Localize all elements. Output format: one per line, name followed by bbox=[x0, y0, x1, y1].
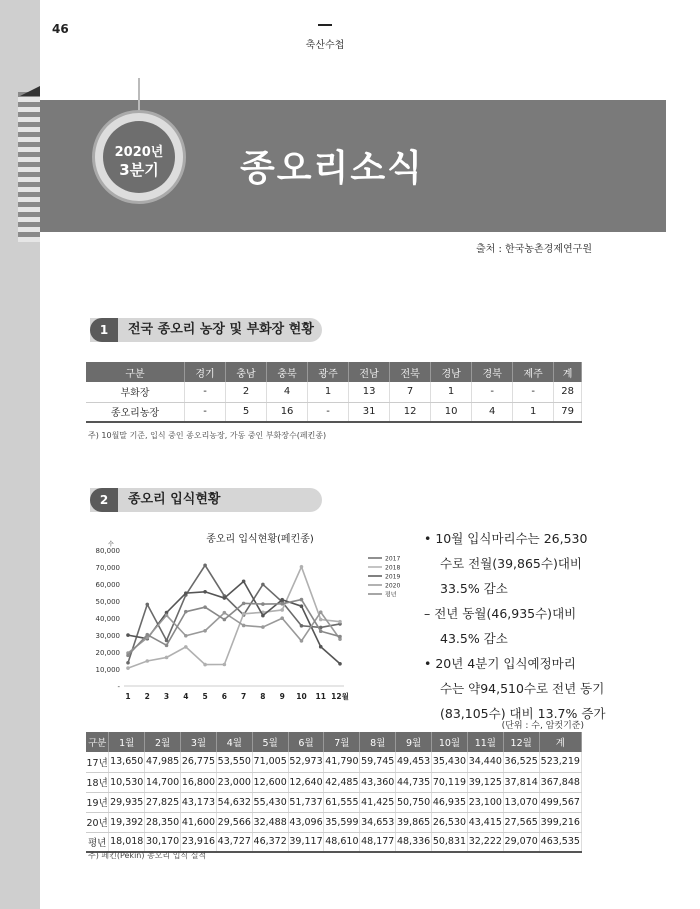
table-cell: - bbox=[513, 382, 554, 402]
series-point bbox=[242, 580, 246, 584]
table-cell: 19,392 bbox=[109, 812, 145, 832]
series-point bbox=[338, 620, 342, 624]
section2-number: 2 bbox=[90, 488, 118, 512]
table-header-cell: 충북 bbox=[267, 362, 308, 382]
table-row bbox=[86, 832, 582, 852]
series-point bbox=[223, 611, 227, 615]
unit-label: (단위 : 수, 암컷기준) bbox=[501, 721, 584, 731]
series-point bbox=[319, 645, 323, 649]
table-header-cell: 광주 bbox=[308, 362, 349, 382]
table-cell: 523,219 bbox=[539, 752, 581, 772]
table-cell: 35,599 bbox=[324, 812, 360, 832]
table-cell: 31 bbox=[349, 402, 390, 422]
table-cell: 53,550 bbox=[216, 752, 252, 772]
table-cell: 39,117 bbox=[288, 832, 324, 852]
table-cell: 10 bbox=[431, 402, 472, 422]
quarter-badge bbox=[92, 110, 186, 204]
table-cell: 23,000 bbox=[216, 772, 252, 792]
chart-title: 종오리 입식현황(페킨종) bbox=[206, 534, 314, 545]
x-tick-label: 9 bbox=[279, 692, 285, 701]
table-cell: 43,415 bbox=[467, 812, 503, 832]
table2-note: 주) 페킨(Pekin) 종오리 입식 실적 bbox=[88, 851, 207, 860]
page-title: 종오리소식 bbox=[240, 148, 424, 189]
table-cell: 28,350 bbox=[145, 812, 181, 832]
stocking-line-chart bbox=[82, 540, 412, 710]
table-cell: 59,745 bbox=[360, 752, 396, 772]
table-cell: 43,096 bbox=[288, 812, 324, 832]
table-cell: 48,336 bbox=[396, 832, 432, 852]
table-cell: 16 bbox=[267, 402, 308, 422]
bullet-line: • 10월 입식마리수는 26,530 bbox=[424, 531, 588, 546]
series-point bbox=[203, 590, 207, 594]
series-point bbox=[203, 563, 207, 567]
table-header-row bbox=[86, 362, 582, 382]
table-cell: 23,916 bbox=[181, 832, 217, 852]
x-tick-label: 1 bbox=[125, 692, 131, 701]
table-cell: 37,814 bbox=[503, 772, 539, 792]
table-cell: 23,100 bbox=[467, 792, 503, 812]
table-cell: 41,425 bbox=[360, 792, 396, 812]
table-cell: 13,070 bbox=[503, 792, 539, 812]
table-row bbox=[86, 772, 582, 792]
y-tick-label: 20,000 bbox=[95, 649, 120, 657]
series-point bbox=[184, 645, 188, 649]
table-cell: 30,170 bbox=[145, 832, 181, 852]
y-tick-label: 50,000 bbox=[95, 598, 120, 606]
table1-note: 주) 10월말 기준, 입식 중인 종오리농장, 가동 중인 부화장수(페킨종) bbox=[88, 431, 327, 440]
series-point bbox=[145, 603, 149, 607]
x-tick-label: 7 bbox=[241, 692, 247, 701]
table-header-cell: 구분 bbox=[86, 732, 109, 752]
table-header-cell: 제주 bbox=[513, 362, 554, 382]
table-row bbox=[86, 792, 582, 812]
table-cell: 36,525 bbox=[503, 752, 539, 772]
table-header-cell: 6월 bbox=[288, 732, 324, 752]
table-cell: 50,831 bbox=[432, 832, 468, 852]
table-cell: 12,600 bbox=[252, 772, 288, 792]
table-cell: 50,750 bbox=[396, 792, 432, 812]
table-header-cell: 계 bbox=[554, 362, 582, 382]
series-point bbox=[280, 602, 284, 606]
table-cell: 29,935 bbox=[109, 792, 145, 812]
table-header-cell: 8월 bbox=[360, 732, 396, 752]
x-tick-label: 10 bbox=[296, 692, 307, 701]
table-cell: 16,800 bbox=[181, 772, 217, 792]
header-title: 축산수첩 bbox=[305, 40, 345, 51]
series-line-2017 bbox=[128, 565, 340, 663]
table-row bbox=[86, 402, 582, 422]
table-row bbox=[86, 812, 582, 832]
series-point bbox=[145, 633, 149, 637]
table-cell: 4 bbox=[472, 402, 513, 422]
table-cell: 367,848 bbox=[539, 772, 581, 792]
y-tick-label: 60,000 bbox=[95, 581, 120, 589]
series-point bbox=[126, 666, 130, 670]
legend-label: 2019 bbox=[385, 573, 401, 581]
table-cell: 61,555 bbox=[324, 792, 360, 812]
table-cell: 1 bbox=[308, 382, 349, 402]
series-point bbox=[261, 625, 265, 629]
series-point bbox=[261, 614, 265, 618]
series-point bbox=[223, 663, 227, 667]
bullet-line: 수는 약94,510수로 전년 동기 bbox=[440, 681, 605, 696]
series-point bbox=[242, 612, 246, 616]
series-point bbox=[300, 604, 304, 608]
x-tick-label: 4 bbox=[183, 692, 189, 701]
table-header-row bbox=[86, 732, 582, 752]
table-cell: 부화장 bbox=[86, 382, 185, 402]
page-number: 46 bbox=[52, 22, 69, 36]
series-point bbox=[300, 598, 304, 602]
table-cell: 13,650 bbox=[109, 752, 145, 772]
table-cell: - bbox=[472, 382, 513, 402]
x-tick-label: 12월 bbox=[331, 692, 349, 701]
table-cell: 28 bbox=[554, 382, 582, 402]
series-point bbox=[126, 654, 130, 658]
x-tick-label: 11 bbox=[315, 692, 326, 701]
table-cell: 32,488 bbox=[252, 812, 288, 832]
table-cell: 52,973 bbox=[288, 752, 324, 772]
series-point bbox=[184, 634, 188, 638]
series-point bbox=[300, 639, 304, 643]
table-header-cell: 경기 bbox=[185, 362, 226, 382]
legend-label: 2017 bbox=[385, 555, 401, 563]
table-cell: 18년 bbox=[86, 772, 109, 792]
table-cell: 4 bbox=[267, 382, 308, 402]
table-cell: - bbox=[185, 402, 226, 422]
table-cell: 종오리농장 bbox=[86, 402, 185, 422]
y-axis-label: 수 bbox=[108, 541, 114, 548]
table-cell: 463,535 bbox=[539, 832, 581, 852]
y-tick-label: 70,000 bbox=[95, 564, 120, 572]
bullet-line: 33.5% 감소 bbox=[440, 581, 508, 596]
table-cell: 1 bbox=[431, 382, 472, 402]
table-cell: 평년 bbox=[86, 832, 109, 852]
series-point bbox=[280, 608, 284, 612]
x-tick-label: 2 bbox=[144, 692, 150, 701]
table-cell: 399,216 bbox=[539, 812, 581, 832]
legend-label: 2018 bbox=[385, 564, 401, 572]
y-tick-label: 80,000 bbox=[95, 547, 120, 555]
series-point bbox=[242, 624, 246, 628]
y-tick-label: 10,000 bbox=[95, 666, 120, 674]
summary-bullets bbox=[424, 526, 606, 726]
table-header-cell: 7월 bbox=[324, 732, 360, 752]
header-mark bbox=[318, 24, 332, 26]
table-cell: 12,640 bbox=[288, 772, 324, 792]
table-cell: - bbox=[185, 382, 226, 402]
table-cell: 46,372 bbox=[252, 832, 288, 852]
table-header-cell: 1월 bbox=[109, 732, 145, 752]
series-point bbox=[338, 662, 342, 666]
source-credit: 출처 : 한국농촌경제연구원 bbox=[476, 244, 592, 255]
x-tick-label: 3 bbox=[163, 692, 170, 701]
x-tick-label: 8 bbox=[260, 692, 266, 701]
series-point bbox=[300, 565, 304, 569]
table-cell: 46,935 bbox=[432, 792, 468, 812]
series-point bbox=[261, 583, 265, 587]
y-tick-label: 30,000 bbox=[95, 632, 120, 640]
table-cell: 34,440 bbox=[467, 752, 503, 772]
table-cell: 17년 bbox=[86, 752, 109, 772]
table-row bbox=[86, 752, 582, 772]
table-header-cell: 3월 bbox=[181, 732, 217, 752]
section2-title: 종오리 입식현황 bbox=[128, 492, 221, 507]
table-cell: 29,566 bbox=[216, 812, 252, 832]
series-point bbox=[203, 663, 207, 667]
table-cell: 7 bbox=[390, 382, 431, 402]
table-cell: 20년 bbox=[86, 812, 109, 832]
table-cell: 48,177 bbox=[360, 832, 396, 852]
table-cell: 499,567 bbox=[539, 792, 581, 812]
section1-header bbox=[90, 318, 322, 342]
legend-label: 2020 bbox=[385, 582, 401, 590]
table-cell: 79 bbox=[554, 402, 582, 422]
series-point bbox=[126, 633, 130, 637]
series-point bbox=[165, 644, 169, 648]
table-cell: 41,600 bbox=[181, 812, 217, 832]
table-header-cell: 10월 bbox=[432, 732, 468, 752]
series-point bbox=[145, 659, 149, 663]
table-cell: 18,018 bbox=[109, 832, 145, 852]
series-line-2018 bbox=[128, 567, 340, 668]
table-header-cell: 12월 bbox=[503, 732, 539, 752]
table-cell: 19년 bbox=[86, 792, 109, 812]
table-cell: 2 bbox=[226, 382, 267, 402]
table-cell: 5 bbox=[226, 402, 267, 422]
bullet-line: 43.5% 감소 bbox=[440, 631, 508, 646]
x-tick-label: 6 bbox=[221, 692, 227, 701]
table-header-cell: 경북 bbox=[472, 362, 513, 382]
table-header-cell: 4월 bbox=[216, 732, 252, 752]
table-header-cell: 계 bbox=[539, 732, 581, 752]
series-point bbox=[203, 629, 207, 633]
table-cell: 54,632 bbox=[216, 792, 252, 812]
table-cell: 55,430 bbox=[252, 792, 288, 812]
x-tick-label: 5 bbox=[202, 692, 208, 701]
series-point bbox=[184, 591, 188, 595]
series-point bbox=[319, 618, 323, 622]
table-cell: 39,125 bbox=[467, 772, 503, 792]
y-tick-label: - bbox=[117, 683, 120, 691]
table-header-cell: 전남 bbox=[349, 362, 390, 382]
y-tick-label: 40,000 bbox=[95, 615, 120, 623]
bullet-line: • 20년 4분기 입식예정마리 bbox=[424, 656, 576, 671]
series-line-2020 bbox=[128, 612, 340, 653]
table-cell: 32,222 bbox=[467, 832, 503, 852]
series-point bbox=[165, 613, 169, 617]
table-cell: 35,430 bbox=[432, 752, 468, 772]
farm-hatchery-table bbox=[86, 362, 582, 423]
table-header-cell: 전북 bbox=[390, 362, 431, 382]
series-point bbox=[203, 605, 207, 609]
table-cell: - bbox=[308, 402, 349, 422]
table-cell: 12 bbox=[390, 402, 431, 422]
table-cell: 51,737 bbox=[288, 792, 324, 812]
table-cell: 71,005 bbox=[252, 752, 288, 772]
series-point bbox=[319, 610, 323, 614]
table-cell: 13 bbox=[349, 382, 390, 402]
table-cell: 29,070 bbox=[503, 832, 539, 852]
series-point bbox=[223, 618, 227, 622]
table-cell: 48,610 bbox=[324, 832, 360, 852]
series-point bbox=[184, 610, 188, 614]
bullet-line: – 전년 동월(46,935수)대비 bbox=[424, 606, 577, 621]
table-cell: 41,790 bbox=[324, 752, 360, 772]
table-header-cell: 2월 bbox=[145, 732, 181, 752]
table-header-cell: 5월 bbox=[252, 732, 288, 752]
table-cell: 70,119 bbox=[432, 772, 468, 792]
section2-header bbox=[90, 488, 322, 512]
series-point bbox=[223, 596, 227, 600]
series-point bbox=[165, 656, 169, 660]
table-cell: 14,700 bbox=[145, 772, 181, 792]
side-stripe-decoration bbox=[18, 92, 40, 242]
table-cell: 27,825 bbox=[145, 792, 181, 812]
series-point bbox=[338, 635, 342, 639]
table-cell: 43,360 bbox=[360, 772, 396, 792]
table-header-cell: 경남 bbox=[431, 362, 472, 382]
table-cell: 47,985 bbox=[145, 752, 181, 772]
section1-number: 1 bbox=[90, 318, 118, 342]
table-cell: 10,530 bbox=[109, 772, 145, 792]
table-header-cell: 9월 bbox=[396, 732, 432, 752]
table-cell: 39,865 bbox=[396, 812, 432, 832]
table-cell: 26,775 bbox=[181, 752, 217, 772]
table-cell: 26,530 bbox=[432, 812, 468, 832]
series-point bbox=[261, 602, 265, 606]
series-point bbox=[280, 598, 284, 602]
table-cell: 43,173 bbox=[181, 792, 217, 812]
table-header-cell: 구분 bbox=[86, 362, 185, 382]
table-cell: 44,735 bbox=[396, 772, 432, 792]
table-header-cell: 충남 bbox=[226, 362, 267, 382]
table-cell: 49,453 bbox=[396, 752, 432, 772]
badge-quarter: 3분기 bbox=[119, 161, 159, 179]
bullet-line: (83,105수) 대비 13.7% 증가 bbox=[440, 706, 606, 721]
series-point bbox=[300, 624, 304, 628]
table-cell: 43,727 bbox=[216, 832, 252, 852]
series-point bbox=[126, 661, 130, 665]
monthly-stocking-table bbox=[86, 732, 582, 853]
table-row bbox=[86, 382, 582, 402]
series-point bbox=[319, 629, 323, 633]
section1-title: 전국 종오리 농장 및 부화장 현황 bbox=[128, 322, 314, 337]
badge-year: 2020년 bbox=[114, 145, 164, 160]
quarter-badge-inner bbox=[103, 121, 175, 193]
table-cell: 42,485 bbox=[324, 772, 360, 792]
table-header-cell: 11월 bbox=[467, 732, 503, 752]
table-cell: 34,653 bbox=[360, 812, 396, 832]
series-point bbox=[242, 602, 246, 606]
table-cell: 1 bbox=[513, 402, 554, 422]
series-point bbox=[280, 616, 284, 620]
legend-label: 평년 bbox=[385, 591, 397, 599]
table-cell: 27,565 bbox=[503, 812, 539, 832]
bullet-line: 수로 전월(39,865수)대비 bbox=[440, 556, 582, 571]
